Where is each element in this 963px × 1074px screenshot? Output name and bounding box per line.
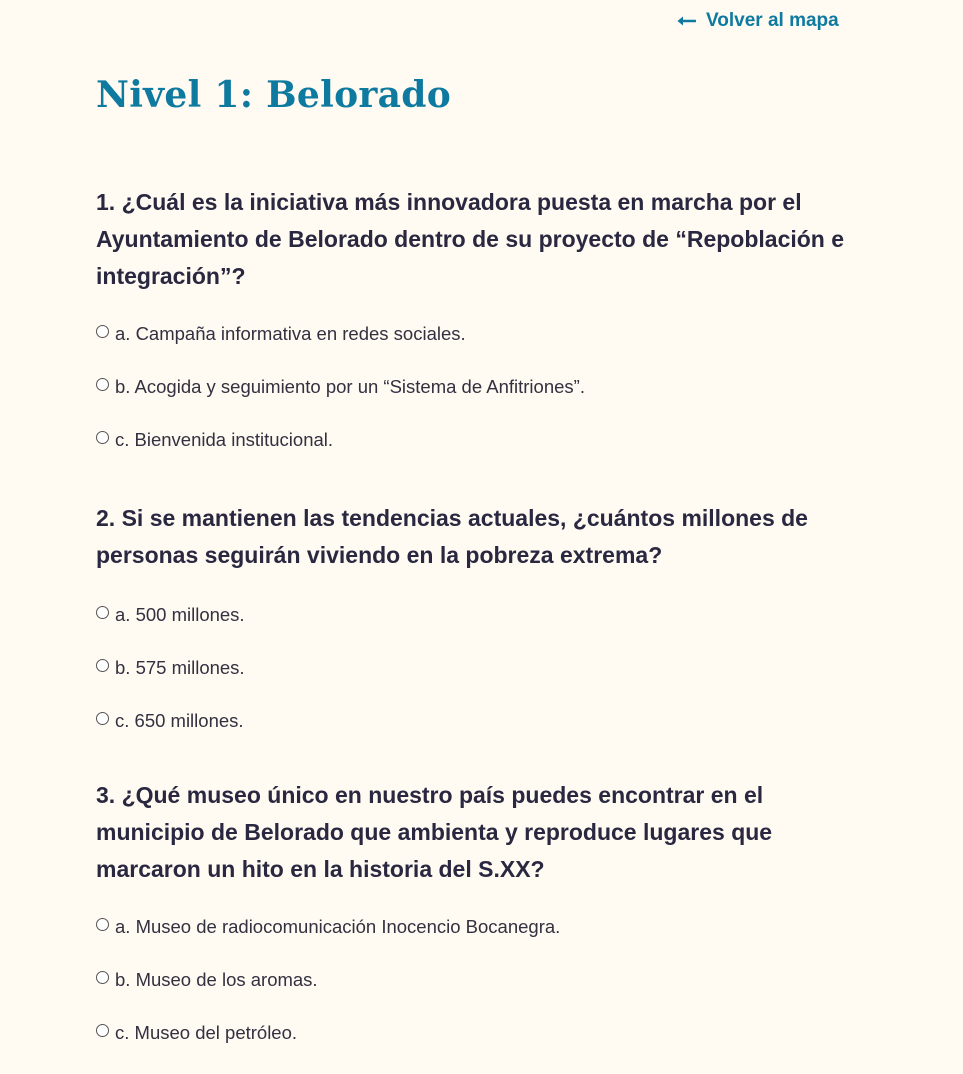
radio-button[interactable] (96, 606, 109, 619)
option-2c[interactable] (96, 694, 866, 747)
question-text: 3. ¿Qué museo único en nuestro país puedes encontrar en el municipio de Belorado que ambienta y reproduce lugares que marcaron un hito en la historia del S.XX? (96, 782, 773, 882)
page-title: Nivel 1: Belorado (96, 74, 452, 116)
radio-button[interactable] (96, 378, 109, 391)
radio-button[interactable] (96, 971, 109, 984)
option-label: b. 575 millones. (115, 656, 245, 678)
option-1c[interactable] (96, 413, 866, 466)
option-3c[interactable] (96, 1006, 866, 1059)
answer-options (96, 588, 866, 747)
radio-button[interactable] (96, 712, 109, 725)
radio-button[interactable] (96, 918, 109, 931)
question-3 (96, 777, 866, 1059)
answer-options (96, 307, 866, 466)
option-2b[interactable] (96, 641, 866, 694)
option-1b[interactable] (96, 360, 866, 413)
option-label: a. 500 millones. (115, 603, 245, 625)
question-text: 1. ¿Cuál es la iniciativa más innovadora puesta en marcha por el Ayuntamiento de Belorado dentro de su proyecto de “Repoblación e integración”? (96, 189, 845, 289)
answer-options (96, 900, 866, 1059)
option-label: a. Museo de radiocomunicación Inocencio Bocanegra. (115, 915, 561, 937)
question-1 (96, 184, 866, 466)
radio-button[interactable] (96, 1024, 109, 1037)
radio-button[interactable] (96, 659, 109, 672)
option-label: b. Museo de los aromas. (115, 968, 318, 990)
option-3b[interactable] (96, 953, 866, 1006)
option-1a[interactable] (96, 307, 866, 360)
arrow-left-icon (676, 15, 696, 27)
radio-button[interactable] (96, 325, 109, 338)
option-2a[interactable] (96, 588, 866, 641)
option-3a[interactable] (96, 900, 866, 953)
back-to-map-link[interactable] (676, 10, 839, 32)
option-label: b. Acogida y seguimiento por un “Sistema de Anfitriones”. (115, 375, 585, 397)
back-link-label: Volver al mapa (706, 10, 839, 31)
question-text: 2. Si se mantienen las tendencias actuales, ¿cuántos millones de personas seguirán viviendo en la pobreza extrema? (96, 505, 808, 568)
option-label: c. Bienvenida institucional. (115, 428, 334, 450)
option-label: a. Campaña informativa en redes sociales. (115, 322, 466, 344)
radio-button[interactable] (96, 431, 109, 444)
option-label: c. 650 millones. (115, 709, 244, 731)
question-2 (96, 500, 866, 747)
option-label: c. Museo del petróleo. (115, 1021, 298, 1043)
